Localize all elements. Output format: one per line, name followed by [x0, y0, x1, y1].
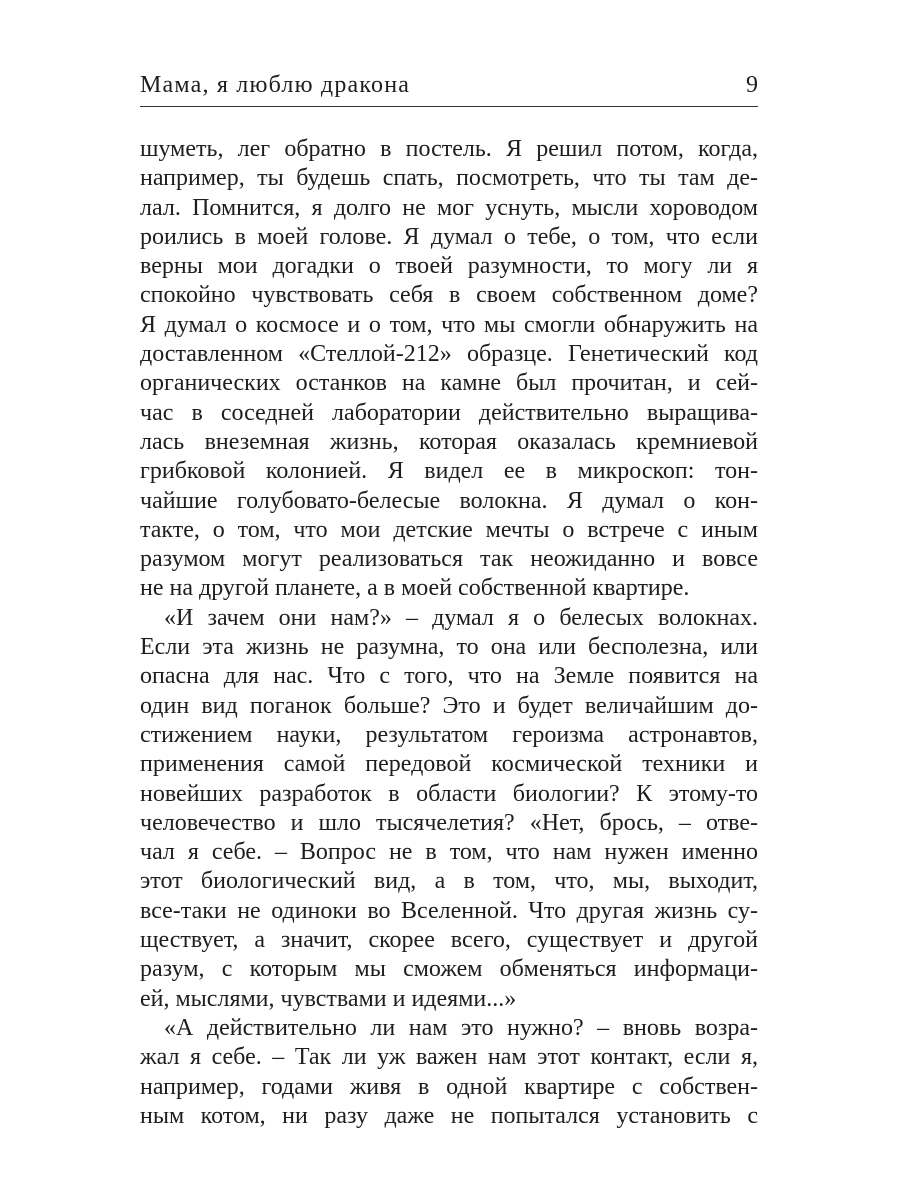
- text-line: разумом могут реализоваться так неожиданно и вовсе: [140, 546, 758, 573]
- text-line: стижением науки, результатом героизма астронавтов,: [140, 721, 758, 748]
- text-line: этот биологический вид, а в том, что, мы, выходит,: [140, 868, 758, 895]
- text-line: человечество и шло тысячелетия? «Нет, брось, – отве-: [140, 809, 758, 836]
- text-line: шуметь, лег обратно в постель. Я решил потом, когда,: [140, 136, 758, 162]
- text-line: жал я себе. – Так ли уж важен нам этот контакт, если я,: [140, 1044, 758, 1071]
- text-line: доставленном «Стеллой-212» образце. Генетический код: [140, 341, 758, 368]
- text-line: «И зачем они нам?» – думал я о белесых волокнах.: [164, 604, 758, 631]
- text-line: лась внеземная жизнь, которая оказалась кремниевой: [140, 428, 758, 455]
- text-line: грибковой колонией. Я видел ее в микроскоп: тон-: [140, 458, 758, 485]
- page-number: 9: [746, 72, 758, 98]
- text-line: чайшие голубовато-белесые волокна. Я думал о кон-: [140, 487, 758, 514]
- text-line: роились в моей голове. Я думал о тебе, о том, что если: [140, 223, 758, 250]
- paragraph: [140, 1014, 758, 1131]
- text-line: новейших разработок в области биологии? К этому-то: [140, 780, 758, 807]
- text-line: ным котом, ни разу даже не попытался установить с: [140, 1102, 758, 1129]
- text-line: все-таки не одиноки во Вселенной. Что другая жизнь су-: [140, 897, 758, 924]
- running-header: [140, 70, 758, 107]
- text-line: чал я себе. – Вопрос не в том, что нам нужен именно: [140, 839, 758, 866]
- body-text: [140, 135, 758, 1131]
- text-line: ществует, а значит, скорее всего, существует и другой: [140, 927, 758, 954]
- text-line: например, годами живя в одной квартире с собствен-: [140, 1073, 758, 1100]
- text-line: один вид поганок больше? Это и будет величайшим до-: [140, 692, 758, 719]
- text-line: лал. Помнится, я долго не мог уснуть, мысли хороводом: [140, 194, 758, 221]
- text-line: например, ты будешь спать, посмотреть, что ты там де-: [140, 165, 758, 192]
- text-line: верны мои догадки о твоей разумности, то могу ли я: [140, 253, 758, 280]
- text-line: такте, о том, что мои детские мечты о встрече с иным: [140, 516, 758, 543]
- paragraph: [140, 135, 758, 604]
- text-line: органических останков на камне был прочитан, и сей-: [140, 370, 758, 397]
- running-title: Мама, я люблю дракона: [140, 72, 411, 98]
- text-line: спокойно чувствовать себя в своем собственном доме?: [140, 282, 758, 309]
- text-line: разум, с которым мы сможем обменяться информаци-: [140, 956, 758, 983]
- paragraph: [140, 604, 758, 1014]
- text-line: ей, мыслями, чувствами и идеями...»: [140, 985, 517, 1012]
- text-line: применения самой передовой космической техники и: [140, 751, 758, 778]
- text-line: Если эта жизнь не разумна, то она или бесполезна, или: [140, 634, 758, 661]
- text-line: «А действительно ли нам это нужно? – вновь возра-: [164, 1014, 758, 1041]
- text-line: опасна для нас. Что с того, что на Земле появится на: [140, 663, 758, 690]
- text-line: не на другой планете, а в моей собственной квартире.: [140, 575, 690, 602]
- text-line: час в соседней лаборатории действительно выращива-: [140, 399, 758, 426]
- text-line: Я думал о космосе и о том, что мы смогли обнаружить на: [140, 311, 758, 338]
